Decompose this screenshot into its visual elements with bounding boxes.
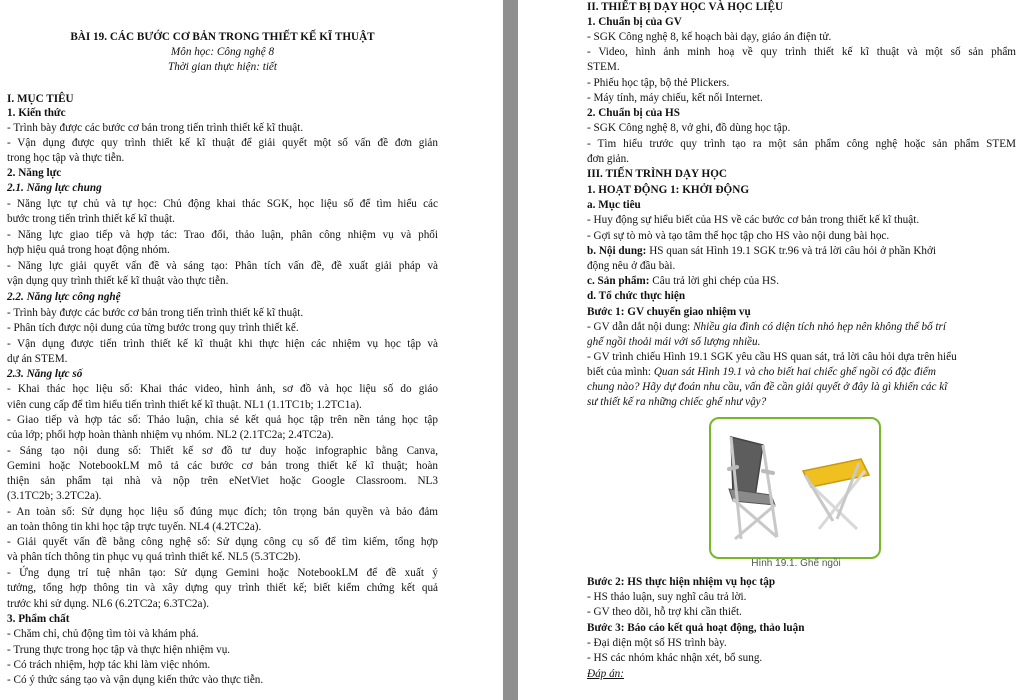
heading-step-2: Bước 2: HS thực hiện nhiệm vụ học tập	[587, 576, 776, 588]
text-line: - Giao tiếp và hợp tác số: Thảo luận, chia sẻ kết quả học tập trên nền tảng học tập	[7, 414, 438, 426]
heading-equipment: II. THIẾT BỊ DẠY HỌC VÀ HỌC LIỆU	[587, 1, 784, 13]
chairs-illustration	[711, 419, 879, 557]
text-line: vận dụng quy trình thiết kế kĩ thuật vào thực tiễn.	[7, 275, 229, 287]
text-line: - Khai thác học liệu số: Khai thác video, hình ảnh, sơ đồ và học liệu số do giáo	[7, 383, 438, 395]
text-line: - Năng lực tự chủ và tự học: Chủ động khai thác SGK, học liệu số để tìm hiểu các	[7, 198, 438, 210]
text-line: - Có ý thức sáng tạo và vận dụng kiến thức vào thực tiễn.	[7, 674, 264, 686]
heading-student-prep: 2. Chuẩn bị của HS	[587, 107, 680, 119]
text-line: của lớp; phối hợp hoàn thành nhiệm vụ nhóm. NL2 (2.1TC2a; 2.4TC2a).	[7, 429, 334, 441]
text-line: - Gợi sự tò mò và tạo tâm thế học tập cho HS vào nội dung bài học.	[587, 230, 890, 242]
text-line: - HS thảo luận, suy nghĩ câu trả lời.	[587, 591, 747, 603]
text-line: - Giải quyết vấn đề bằng công nghệ số: Sử dụng công cụ số để tìm kiếm, tổng hợp	[7, 536, 438, 548]
heading-activity-1: 1. HOẠT ĐỘNG 1: KHỞI ĐỘNG	[587, 184, 750, 196]
text-line: - Tìm hiểu trước quy trình tạo ra một sản phẩm công nghệ hoặc sản phẩm STEM	[587, 138, 1016, 150]
text-line: - Máy tính, máy chiếu, kết nối Internet.	[587, 92, 763, 104]
text-line	[587, 365, 936, 379]
text-line: - Đại diện một số HS trình bày.	[587, 637, 727, 649]
text-line: thiện sản phẩm tại nhà và nộp trên eNetViet hoặc Google Classroom. NL3	[7, 475, 438, 487]
heading-organization: d. Tổ chức thực hiện	[587, 290, 686, 302]
heading-qualities: 3. Phẩm chất	[7, 613, 70, 625]
text-line: - Năng lực giải quyết vấn đề và sáng tạo: Phân tích vấn đề, đề xuất giải pháp và	[7, 260, 438, 272]
time-line: Thời gian thực hiện: tiết	[167, 61, 278, 73]
text-line: (3.1TC2b; 3.2TC2a).	[7, 490, 102, 502]
text-line: - Trình bày được các bước cơ bản trong tiến trình thiết kế kĩ thuật.	[7, 122, 304, 134]
lesson-title: BÀI 19. CÁC BƯỚC CƠ BẢN TRONG THIẾT KẾ KĨ THUẬT	[70, 31, 375, 43]
figure-frame	[709, 417, 881, 559]
text-line: - Huy động sự hiểu biết của HS về các bước cơ bản trong thiết kế kĩ thuật.	[587, 214, 920, 226]
figure-caption: Hình 19.1. Ghế ngồi	[751, 558, 841, 569]
text-line: hợp hiệu quả trong hoạt động nhóm.	[7, 244, 170, 256]
text-line: sư thiết kế ra những chiếc ghế như vậy?	[587, 396, 767, 408]
text-line: - Phân tích được nội dung của từng bước trong quy trình thiết kế.	[7, 322, 299, 334]
heading-digital-competence: 2.3. Năng lực số	[7, 368, 83, 380]
text-line: ghế ngồi thoải mái với số lượng nhiều.	[587, 336, 761, 348]
answer-label: Đáp án:	[587, 668, 624, 680]
text-line: - HS các nhóm khác nhận xét, bổ sung.	[587, 652, 763, 664]
text-line: - Năng lực giao tiếp và hợp tác: Trao đổi, thảo luận, phân công nhiệm vụ và phối	[7, 229, 438, 241]
folding-stool-yellow	[803, 459, 869, 529]
content-label: b. Nội dung:	[587, 245, 647, 257]
text-line: - Ứng dụng trí tuệ nhân tạo: Sử dụng Gemini hoặc NotebookLM để đề xuất ý	[7, 567, 438, 579]
figure-chairs	[704, 412, 888, 572]
lead-in-text: biết của mình:	[587, 366, 654, 378]
text-line: bước trong tiến trình thiết kế kĩ thuật.	[7, 213, 175, 225]
content-text: HS quan sát Hình 19.1 SGK tr.96 và trả lời câu hỏi ở phần Khởi	[646, 245, 937, 257]
text-line: - Có trách nhiệm, hợp tác khi làm việc nhóm.	[7, 659, 211, 671]
heading-objectives: I. MỤC TIÊU	[7, 93, 74, 105]
text-line: - Vận dụng được quy trình thiết kế kĩ thuật để giải quyết một số vấn đề đơn giản	[7, 137, 438, 149]
text-line: - Phiếu học tập, bộ thẻ Plickers.	[587, 77, 730, 89]
text-line: đơn giản.	[587, 153, 629, 165]
text-line: - Chăm chỉ, chủ động tìm tòi và khám phá.	[7, 628, 199, 640]
left-page	[0, 0, 503, 700]
folding-chair-grey	[729, 437, 777, 539]
text-line: Gemini hoặc NotebookLM mô tả các bước cơ bản trong thiết kế kĩ thuật; hoàn	[7, 460, 438, 472]
product-text: Câu trả lời ghi chép của HS.	[649, 275, 780, 287]
heading-step-3: Bước 3: Báo cáo kết quả hoạt động, thảo luận	[587, 622, 805, 634]
lead-in-text: - GV dẫn dắt nội dung:	[587, 321, 694, 333]
heading-step-1: Bước 1: GV chuyển giao nhiệm vụ	[587, 306, 751, 318]
heading-knowledge: 1. Kiến thức	[7, 107, 66, 119]
subject-line: Môn học: Công nghệ 8	[170, 46, 275, 58]
text-line: an toàn thông tin khi học tập trực tuyến. NL4 (4.2TC2a).	[7, 521, 262, 533]
content-line	[587, 244, 1016, 258]
text-line: chung nào? Hãy dự đoán nhu cầu, vấn đề cần giải quyết ở đây là gì khiến các kĩ	[587, 381, 948, 393]
italic-text: Quan sát Hình 19.1 và cho biết hai chiếc ghế ngồi có đặc điểm	[653, 366, 936, 378]
heading-competence: 2. Năng lực	[7, 167, 62, 179]
right-page	[518, 0, 1030, 700]
product-label: c. Sản phẩm:	[587, 275, 650, 287]
text-line: tưởng, tổng hợp thông tin và xây dựng quy trình thiết kế; biết kiểm chứng kết quả	[7, 582, 438, 594]
text-line	[587, 320, 946, 334]
text-line: động nêu ở đầu bài.	[587, 260, 676, 272]
text-line: trong học tập và thực tiễn.	[7, 152, 125, 164]
text-line: - Trung thực trong học tập và thực hiện nhiệm vụ.	[7, 644, 231, 656]
text-line: - GV theo dõi, hỗ trợ khi cần thiết.	[587, 606, 742, 618]
text-line: - Vận dụng được tiến trình thiết kế kĩ thuật khi thực hiện các nhiệm vụ học tập và	[7, 338, 438, 350]
text-line: và phân tích thông tin phục vụ quá trình thiết kế. NL5 (5.3TC2b).	[7, 551, 301, 563]
text-line: - Video, hình ảnh minh hoạ về quy trình thiết kế kĩ thuật và một số sản phẩm	[587, 46, 1016, 58]
text-line: - GV trình chiếu Hình 19.1 SGK yêu cầu HS quan sát, trả lời câu hỏi dựa trên hiểu	[587, 351, 957, 363]
text-line: trước khi sử dụng. NL6 (6.2TC2a; 6.3TC2a).	[7, 598, 209, 610]
heading-goal: a. Mục tiêu	[587, 199, 641, 211]
italic-text: Nhiều gia đình có diện tích nhỏ hẹp nên không thể bố trí	[693, 321, 946, 333]
text-line: dự án STEM.	[7, 353, 68, 365]
text-line: - An toàn số: Sử dụng học liệu số đúng mục đích; tôn trọng bản quyền và bảo đảm	[7, 506, 438, 518]
heading-tech-competence: 2.2. Năng lực công nghệ	[7, 291, 121, 303]
text-line: - SGK Công nghệ 8, vở ghi, đồ dùng học tập.	[587, 122, 791, 134]
text-line: - Sáng tạo nội dung số: Thiết kế sơ đồ tư duy hoặc infographic bằng Canva,	[7, 445, 438, 457]
text-line: viên cung cấp để tìm hiểu tiến trình thiết kế kĩ thuật. NL1 (1.1TC1b; 1.2TC1a).	[7, 399, 362, 411]
product-line	[587, 274, 779, 288]
text-line: - SGK Công nghệ 8, kế hoạch bài dạy, giáo án điện tử.	[587, 31, 832, 43]
heading-general-competence: 2.1. Năng lực chung	[7, 182, 102, 194]
heading-teacher-prep: 1. Chuẩn bị của GV	[587, 16, 682, 28]
text-line: STEM.	[587, 61, 620, 73]
text-line: - Trình bày được các bước cơ bản trong tiến trình thiết kế kĩ thuật.	[7, 307, 304, 319]
heading-process: III. TIẾN TRÌNH DẠY HỌC	[587, 168, 727, 180]
